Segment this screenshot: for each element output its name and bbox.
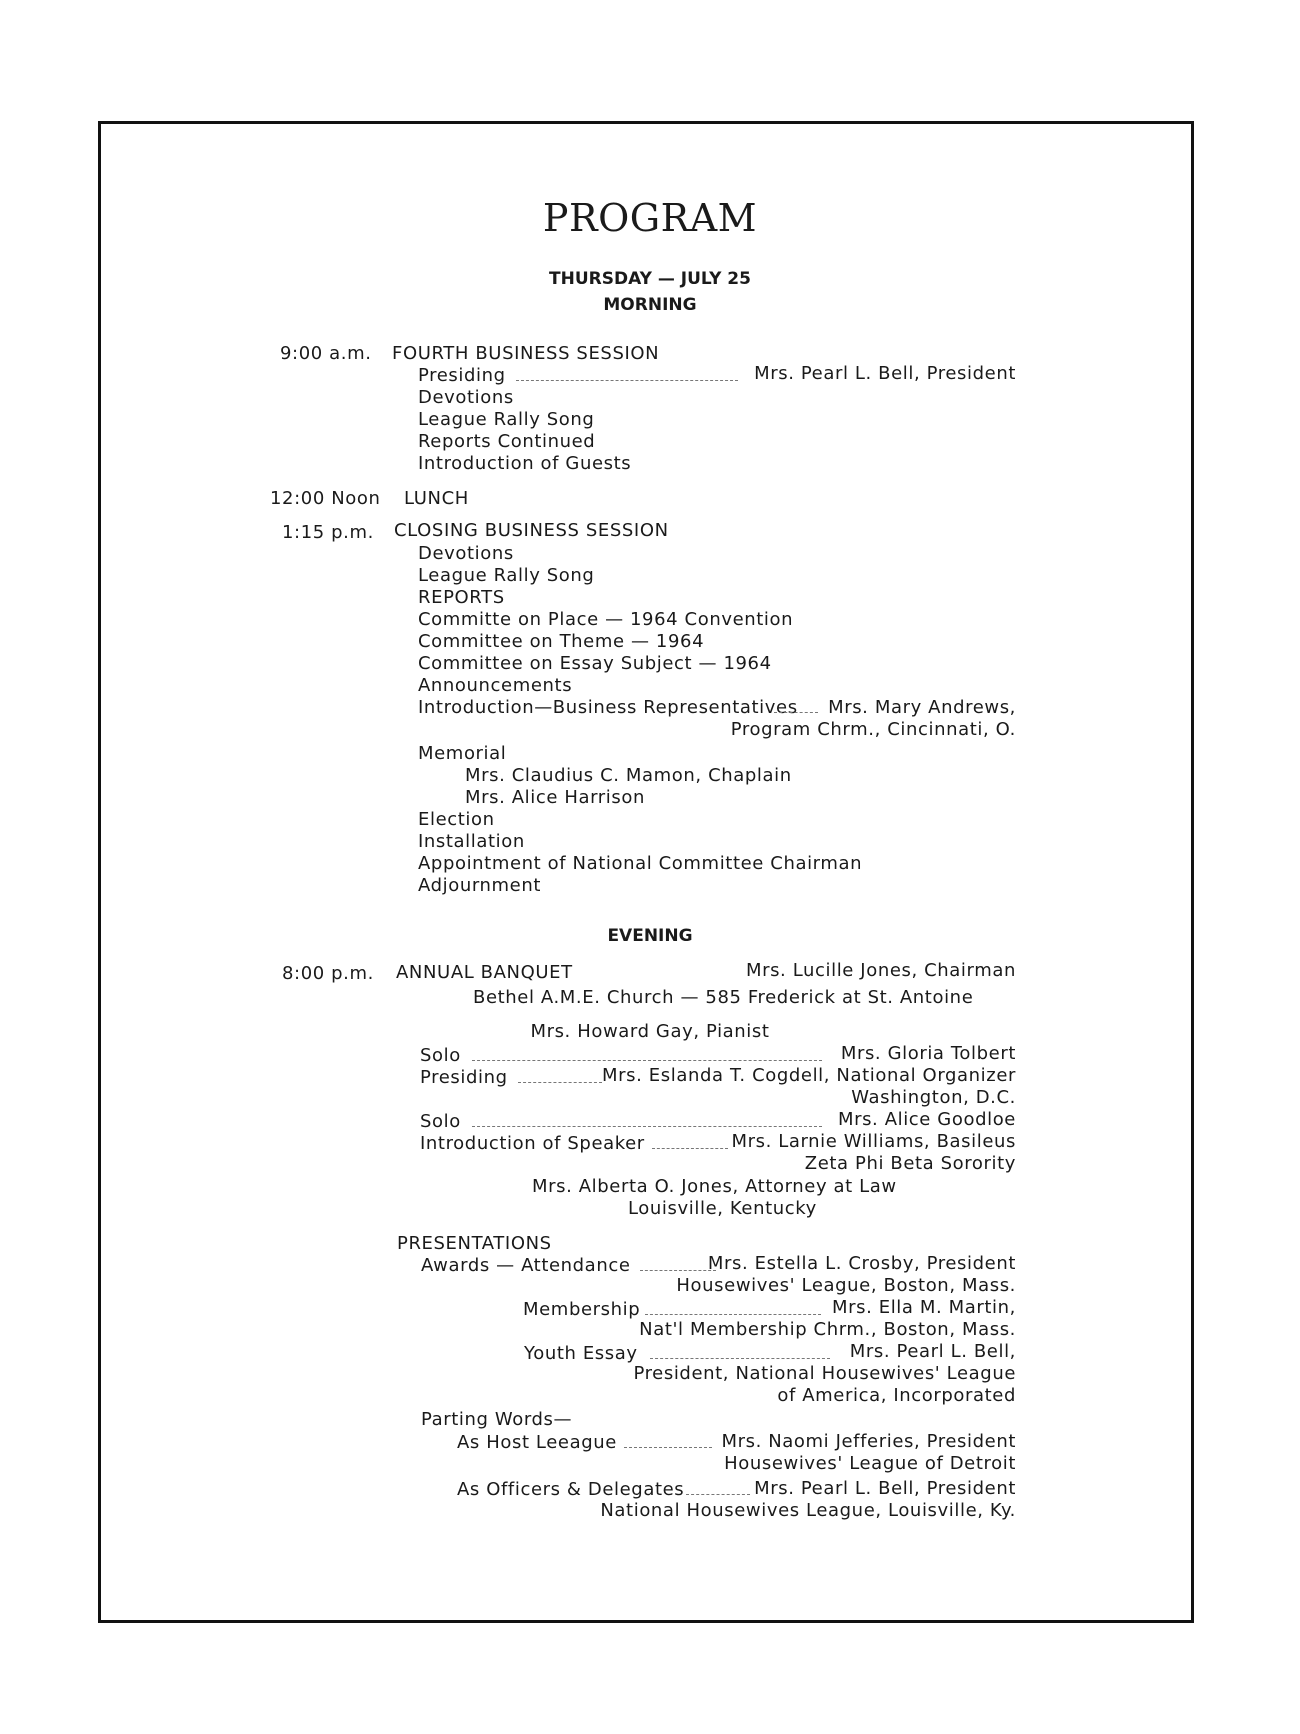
morning-heading: MORNING <box>603 295 697 315</box>
program-name: Mrs. Pearl L. Bell, President <box>754 1478 1016 1499</box>
program-name: Mrs. Claudius C. Mamon, Chaplain <box>465 765 792 786</box>
program-name: Housewives' League of Detroit <box>724 1453 1016 1474</box>
program-item: Introduction of Guests <box>418 453 632 474</box>
program-label: Introduction of Speaker <box>420 1133 645 1154</box>
session-title: CLOSING BUSINESS SESSION <box>394 520 669 541</box>
program-name: Mrs. Gloria Tolbert <box>840 1043 1016 1064</box>
program-item: Reports Continued <box>418 431 596 452</box>
program-name: Mrs. Pearl L. Bell, President <box>754 363 1016 384</box>
program-item: Devotions <box>418 543 514 564</box>
dotted-leader <box>472 1060 822 1061</box>
program-name: Housewives' League, Boston, Mass. <box>676 1275 1016 1296</box>
program-name: Washington, D.C. <box>851 1087 1016 1108</box>
program-item: Committee on Essay Subject — 1964 <box>418 653 772 674</box>
program-label: Presiding <box>420 1067 508 1088</box>
program-label: Solo <box>420 1045 461 1066</box>
program-name: Mrs. Larnie Williams, Basileus <box>731 1131 1016 1152</box>
parting-words: Parting Words— <box>421 1409 573 1430</box>
program-name: Mrs. Mary Andrews, <box>828 697 1016 718</box>
program-label: Youth Essay <box>524 1343 638 1364</box>
program-item: Memorial <box>418 743 507 764</box>
date-heading: THURSDAY — JULY 25 <box>549 269 751 289</box>
program-item: Committe on Place — 1964 Convention <box>418 609 794 630</box>
dotted-leader <box>652 1148 728 1149</box>
program-item: Committee on Theme — 1964 <box>418 631 705 652</box>
program-name: Mrs. Ella M. Martin, <box>831 1297 1016 1318</box>
program-item: Devotions <box>418 387 514 408</box>
dotted-leader <box>645 1314 821 1315</box>
program-item: Appointment of National Committee Chairman <box>418 853 863 874</box>
venue: Bethel A.M.E. Church — 585 Frederick at St. Antoine <box>473 987 974 1008</box>
program-name: Mrs. Lucille Jones, Chairman <box>745 960 1016 981</box>
dotted-leader <box>472 1126 822 1127</box>
program-item: Installation <box>418 831 525 852</box>
time-noon: 12:00 Noon <box>270 488 381 509</box>
program-item: League Rally Song <box>418 565 595 586</box>
time-9am: 9:00 a.m. <box>280 343 372 364</box>
dotted-leader <box>640 1270 716 1271</box>
page-title: PROGRAM <box>542 196 758 240</box>
time-115pm: 1:15 p.m. <box>282 522 374 543</box>
program-name: Mrs. Naomi Jefferies, President <box>721 1431 1016 1452</box>
time-8pm: 8:00 p.m. <box>282 963 374 984</box>
dotted-leader <box>774 712 818 713</box>
program-label: Introduction—Business Representatives <box>418 697 798 718</box>
program-item: League Rally Song <box>418 409 595 430</box>
program-label: Presiding <box>418 365 506 386</box>
dotted-leader <box>518 1082 602 1083</box>
program-name: Zeta Phi Beta Sorority <box>804 1153 1016 1174</box>
program-item: Election <box>418 809 495 830</box>
dotted-leader <box>686 1494 750 1495</box>
program-item: Adjournment <box>418 875 542 896</box>
program-item: Announcements <box>418 675 573 696</box>
program-item: REPORTS <box>418 587 505 608</box>
program-name: Program Chrm., Cincinnati, O. <box>730 719 1016 740</box>
program-name: President, National Housewives' League <box>633 1363 1016 1384</box>
program-label: Awards — Attendance <box>421 1255 631 1276</box>
session-title: LUNCH <box>404 488 469 509</box>
program-label: Solo <box>420 1111 461 1132</box>
program-name: Mrs. Estella L. Crosby, President <box>707 1253 1016 1274</box>
speaker: Mrs. Alberta O. Jones, Attorney at Law <box>532 1176 897 1197</box>
program-name: Mrs. Pearl L. Bell, <box>849 1341 1016 1362</box>
program-label: As Host Leeague <box>457 1432 617 1453</box>
program-name: of America, Incorporated <box>777 1385 1016 1406</box>
program-label: Membership <box>523 1299 641 1320</box>
evening-heading: EVENING <box>607 926 693 946</box>
program-name: National Housewives League, Louisville, Ky. <box>600 1500 1016 1521</box>
session-title: FOURTH BUSINESS SESSION <box>392 343 660 364</box>
speaker-place: Louisville, Kentucky <box>628 1198 817 1219</box>
presentations-heading: PRESENTATIONS <box>397 1233 552 1254</box>
session-title: ANNUAL BANQUET <box>396 962 573 983</box>
program-name: Mrs. Eslanda T. Cogdell, National Organizer <box>602 1065 1016 1086</box>
program-name: Nat'l Membership Chrm., Boston, Mass. <box>639 1319 1016 1340</box>
program-name: Mrs. Alice Goodloe <box>837 1109 1016 1130</box>
dotted-leader <box>650 1358 830 1359</box>
program-label: As Officers & Delegates <box>457 1479 685 1500</box>
dotted-leader <box>624 1447 712 1448</box>
dotted-leader <box>516 380 738 381</box>
program-name: Mrs. Alice Harrison <box>465 787 646 808</box>
program-name: Mrs. Howard Gay, Pianist <box>530 1021 770 1042</box>
